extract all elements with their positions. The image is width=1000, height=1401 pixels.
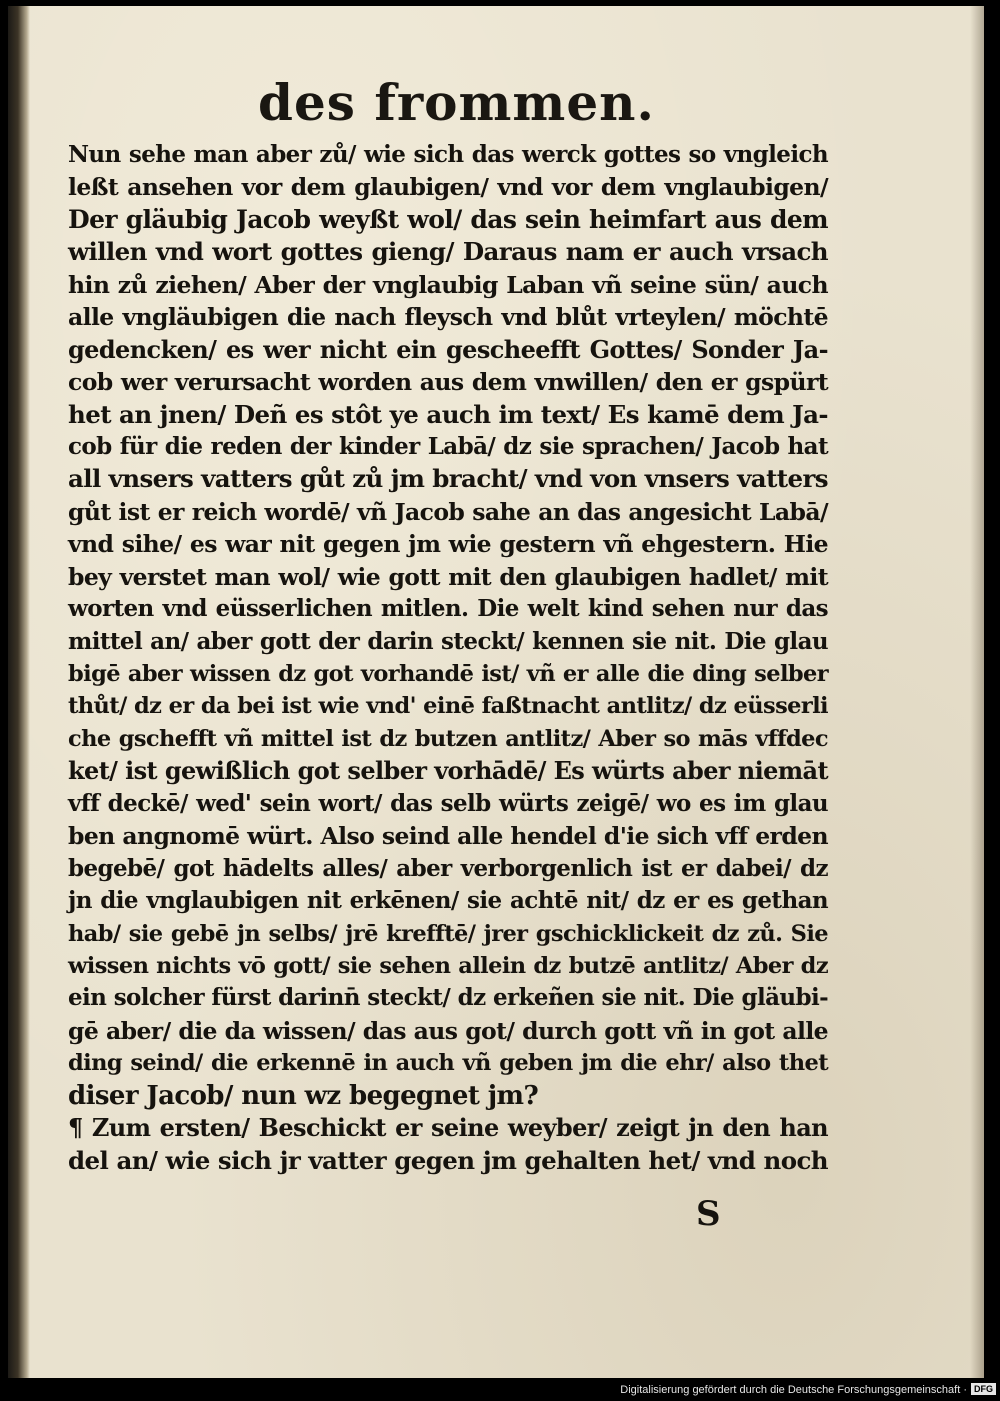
text-line: willen vnd wort gottes gieng/ Daraus nam er auch vrsach (68, 237, 828, 267)
text-line: leßt ansehen vor dem glaubigen/ vnd vor dem vnglaubigen/ (68, 173, 828, 202)
catchword: S (696, 1194, 721, 1234)
text-line: del an/ wie sich jr vatter gegen jm gehalten het/ vnd noch (68, 1145, 828, 1175)
text-line: alle vngläubigen die nach fleysch vnd blůt vrteylen/ möchtē (68, 303, 828, 332)
text-line: gůt ist er reich wordē/ vñ Jacob sahe an das angesicht Labā/ (68, 497, 828, 526)
book-page (8, 6, 984, 1378)
text-line: ¶ Zum ersten/ Beschickt er seine weyber/ zeigt jn den han (68, 1113, 828, 1143)
text-line: vnd sihe/ es war nit gegen jm wie gestern vñ ehgestern. Hie (68, 530, 828, 559)
text-line: cob für die reden der kinder Labā/ dz sie sprachen/ Jacob hat (68, 432, 828, 460)
text-line: ket/ ist gewißlich got selber vorhādē/ Es würts aber niemāt (68, 756, 828, 786)
text-line: thůt/ dz er da bei ist wie vnd' einē faßtnacht antlitz/ dz eüsserli (68, 693, 828, 720)
text-line: cob wer verursacht worden aus dem vnwillen/ den er gspürt (68, 368, 828, 397)
text-line: Nun sehe man aber zů/ wie sich das werck gottes so vngleich (68, 141, 828, 168)
text-line: hab/ sie gebē jn selbs/ jrē krefftē/ jrer gschicklickeit dz zů. Sie (68, 920, 828, 947)
text-line: gē aber/ die da wissen/ das aus got/ durch gott vñ in got alle (68, 1016, 828, 1045)
text-line: vff deckē/ wed' sein wort/ das selb würts zeigē/ wo es im glau (68, 789, 828, 817)
text-line: gedencken/ es wer nicht ein gescheefft Gottes/ Sonder Ja- (68, 334, 828, 364)
text-line: jn die vnglaubigen nit erkēnen/ sie achtē nit/ dz er es gethan (68, 887, 828, 915)
text-line: all vnsers vatters gůt zů jm bracht/ vnd von vnsers vatters (68, 464, 828, 494)
dfg-logo-icon: DFG (971, 1383, 996, 1395)
body-text (68, 139, 828, 1177)
text-line: Der gläubig Jacob weyßt wol/ das sein heimfart aus dem (68, 204, 828, 234)
text-line: begebē/ got hādelts alles/ aber verborgenlich ist er dabei/ dz (68, 854, 828, 882)
page-edge-shadow (970, 6, 984, 1378)
text-line: wissen nichts vō gott/ sie sehen allein dz butzē antlitz/ Aber dz (68, 952, 828, 979)
text-line: ding seind/ die erkennē in auch vñ geben jm die ehr/ also thet (68, 1050, 828, 1077)
text-line: het an jnen/ Deñ es stôt ye auch im text/ Es kamē dem Ja- (68, 399, 828, 429)
page-gutter-shadow (8, 6, 30, 1378)
text-line: mittel an/ aber gott der darin steckt/ kennen sie nit. Die glau (68, 627, 828, 655)
text-line: ben angnomē würt. Also seind alle hendel d'ie sich vff erden (68, 822, 828, 851)
funding-note: Digitalisierung gefördert durch die Deutsche Forschungsgemeinschaft (620, 1384, 961, 1396)
text-line: worten vnd eüsserlichen mitlen. Die welt kind sehen nur das (68, 595, 828, 623)
running-head: des frommen. (258, 73, 655, 132)
text-line: bey verstet man wol/ wie gott mit den glaubigen hadlet/ mit (68, 562, 828, 591)
text-line: che gschefft vñ mittel ist dz butzen antlitz/ Aber so mās vffdec (68, 725, 828, 752)
text-line: diser Jacob/ nun wz begegnet jm? (68, 1080, 539, 1111)
funding-banner: Digitalisierung gefördert durch die Deutsche Forschungsgemeinschaft · DFG (600, 1381, 996, 1399)
text-line: hin zů ziehen/ Aber der vnglaubig Laban vñ seine sün/ auch (68, 270, 828, 299)
text-line: bigē aber wissen dz got vorhandē ist/ vñ er alle die ding selber (68, 661, 828, 687)
text-line: ein solcher fürst darinn̄ steckt/ dz erkeñen sie nit. Die gläubi- (68, 984, 829, 1012)
